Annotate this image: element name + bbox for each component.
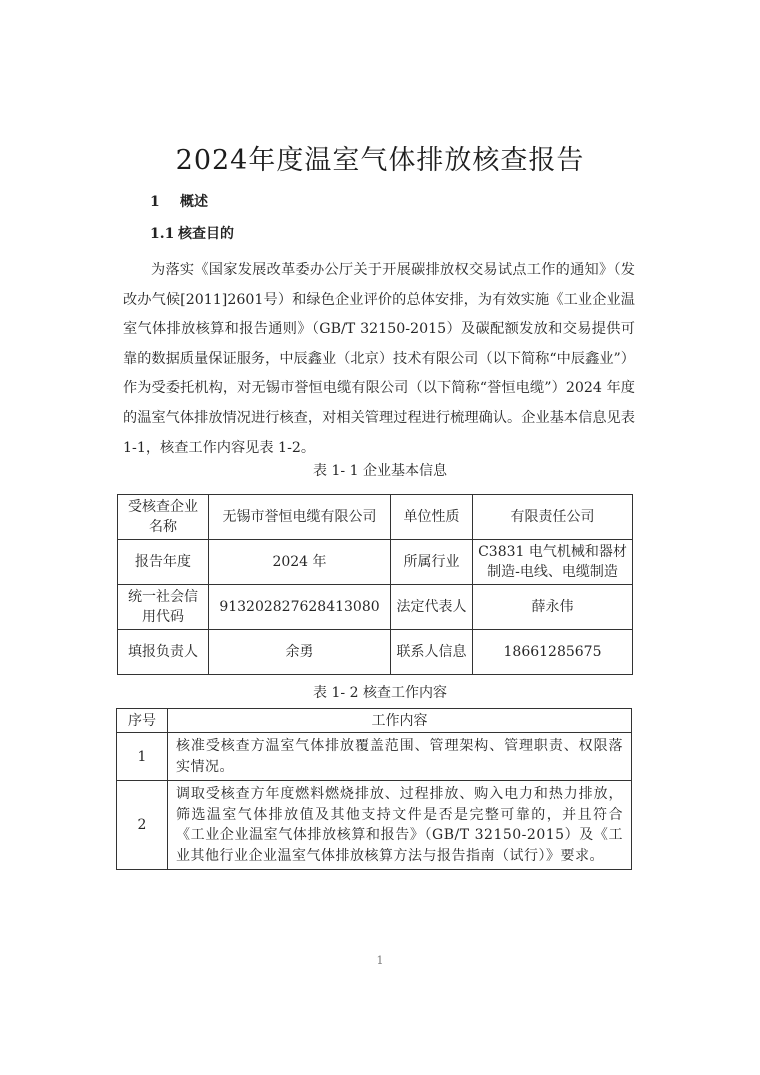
table-cell: 2	[117, 781, 168, 870]
table-header-cell: 工作内容	[168, 709, 632, 733]
table-cell: C3831 电气机械和器材制造-电线、电缆制造	[473, 540, 633, 585]
table-cell: 2024 年	[209, 540, 391, 585]
table-row	[118, 585, 633, 630]
table-cell: 报告年度	[118, 540, 209, 585]
table-cell: 913202827628413080	[209, 585, 391, 630]
table-cell: 联系人信息	[391, 630, 473, 675]
section-title: 概述	[180, 194, 208, 210]
table-cell: 法定代表人	[391, 585, 473, 630]
table-cell: 填报负责人	[118, 630, 209, 675]
section-number: 1	[150, 194, 160, 210]
table-cell: 1	[117, 733, 168, 781]
table2-caption: 表 1- 2 核查工作内容	[313, 685, 447, 701]
section-heading-1	[150, 191, 208, 211]
document-title: 2024年度温室气体排放核查报告	[175, 145, 585, 176]
table-cell: 统一社会信用代码	[118, 585, 209, 630]
table-cell: 余勇	[209, 630, 391, 675]
table-row	[117, 733, 632, 781]
table-row	[117, 781, 632, 870]
table-cell: 无锡市誉恒电缆有限公司	[209, 495, 391, 540]
table-cell: 受核查企业名称	[118, 495, 209, 540]
table-cell: 所属行业	[391, 540, 473, 585]
page-number: 1	[376, 954, 384, 967]
body-paragraph: 为落实《国家发展改革委办公厅关于开展碳排放权交易试点工作的通知》（发改办气候[2011]2601号）和绿色企业评价的总体安排，为有效实施《工业企业温室气体排放核算和报告通则》（GB/T 32150-2015）及碳配额发放和交易提供可靠的数据质量保证服务，中辰鑫业（北京）技术有限公司（以下简称“中辰鑫业”）作为受委托机构，对无锡市誉恒电缆有限公司（以下简称“誉恒电缆”）2024 年度的温室气体排放情况进行核查，对相关管理过程进行梳理确认。企业基本信息见表 1-1，核查工作内容见表 1-2。	[123, 262, 635, 456]
section-title: 核查目的	[178, 226, 234, 242]
table-row	[118, 540, 633, 585]
section-number: 1.1	[150, 226, 175, 242]
table-cell: 调取受核查方年度燃料燃烧排放、过程排放、购入电力和热力排放，筛选温室气体排放值及其他支持文件是否是完整可靠的，并且符合《工业企业温室气体排放核算和报告》（GB/T 32150-2015）及《工业其他行业企业温室气体排放核算方法与报告指南（试行）》要求。	[168, 781, 632, 870]
table-cell: 有限责任公司	[473, 495, 633, 540]
section-heading-1-1	[150, 223, 234, 243]
table-row	[118, 630, 633, 675]
verification-work-table	[116, 708, 632, 870]
table-cell: 18661285675	[473, 630, 633, 675]
table-header-row	[117, 709, 632, 733]
table-header-cell: 序号	[117, 709, 168, 733]
table-cell: 单位性质	[391, 495, 473, 540]
table1-caption: 表 1- 1 企业基本信息	[313, 463, 447, 479]
table-cell: 核准受核查方温室气体排放覆盖范围、管理架构、管理职责、权限落实情况。	[168, 733, 632, 781]
table-cell: 薛永伟	[473, 585, 633, 630]
company-info-table	[117, 494, 633, 675]
table-row	[118, 495, 633, 540]
